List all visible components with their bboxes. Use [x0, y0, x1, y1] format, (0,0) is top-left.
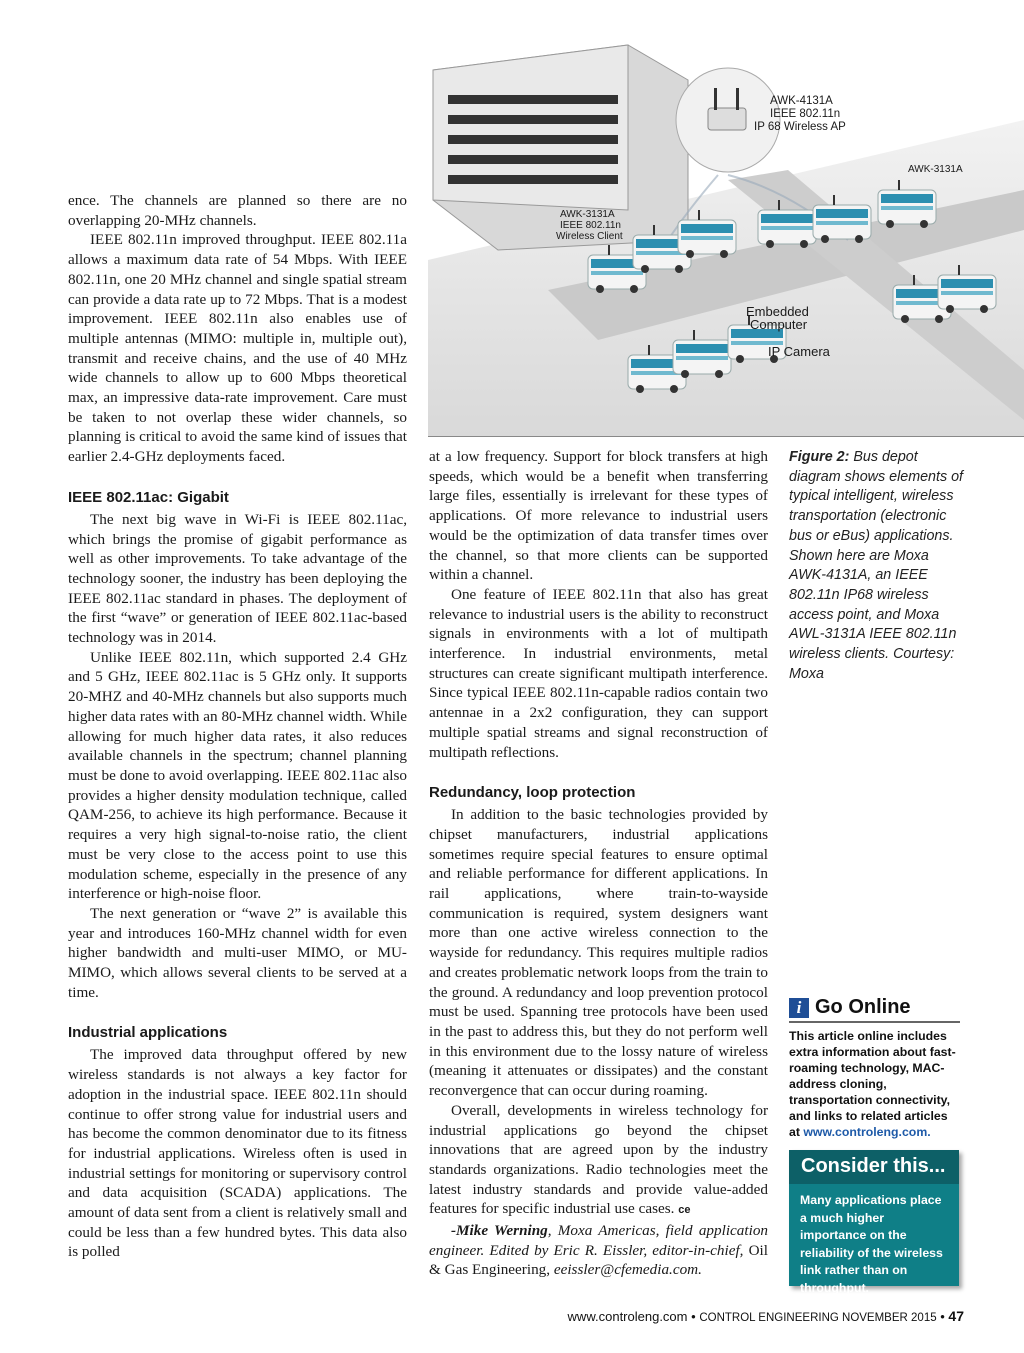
paragraph: ence. The channels are planned so there are no overlapping 20-MHz channels.	[68, 192, 407, 229]
paragraph: In addition to the basic technologies provided by chipset manufacturers, industrial applications sometimes require special features to ensure optimal and reliable performance for different applications. In rail applications, where train-to-wayside communication is required, system designers want more than one active wireless connection to the wayside for redundancy. This requires multiple radios and creates problematic network loops from the train to the ground. A redundancy and loop prevention protocol must be used. Spanning tree protocols have been used in the past to address this, but they do not perform well in this environment due to the lossy nature of wireless (meaning it attenuates or dissipates) and the constant reconvergence that can occur during roaming.	[429, 806, 768, 1100]
camera-label: IP Camera	[768, 344, 830, 359]
client-label-left: AWK-3131A IEEE 802.11n Wireless Client	[556, 209, 623, 242]
paragraph: The next generation or “wave 2” is available this year and introduces 160-MHz channel width for even higher bandwidth and multi-user MIMO, or MU-MIMO, which allows several clients to be served at a time.	[68, 904, 407, 1001]
go-online-box	[789, 996, 960, 1140]
figure-rule	[428, 436, 1024, 437]
paragraph: at a low frequency. Support for block transfers at high speeds, which would be a benefit when transferring large files, essentially is irrelevant for these types of applications. Of more relevance to industrial users would be the optimization of data transfer times over the channel, so that more clients can be supported within a channel.	[429, 448, 768, 584]
paragraph: IEEE 802.11n improved throughput. IEEE 802.11a allows a maximum data rate of 54 Mbps. With IEEE 802.11n, one 20 MHz channel and single spatial stream can provide a data rate up to 72 Mbps. That is a modest improvement. IEEE 802.11n also enables use of multiple antennas (MIMO: multiple in, multiple out), transmit and receive chains, and the use of 40 MHz wide channels to allow up to 600 Mbps theoretical max, an impressive data-rate improvement. Care must be taken to not overlap these wider channels, so planning is critical to avoid the same kind of issues that earlier 2.4-GHz deployments faced.	[68, 231, 407, 466]
page-number: 47	[948, 1308, 964, 1324]
paragraph: One feature of IEEE 802.11n that also has great relevance to industrial users is the ability to reconstruct signals in environments with a lot of multipath interference. In industrial environments, metal structures can create significant multipath interference. Since typical IEEE 802.11n-capable radios contain two antennae in a 2x2 configuration, they can support multiple spatial streams and signal reconstruction of multipath reflections.	[429, 585, 768, 761]
paragraph: The next big wave in Wi-Fi is IEEE 802.11ac, which brings the promise of gigabit performance as well as other improvements. To take advantage of the technology sooner, the industry has been deploying the IEEE 802.11ac standard in phases. The deployment of the first “wave” or generation of IEEE 802.11ac-based technology was in 2014.	[68, 510, 407, 647]
section-heading: Industrial applications	[68, 1024, 228, 1042]
caption-text: Bus depot diagram shows elements of typical intelligent, wireless transportation (electronic bus or eBus) applications. Shown here are Moxa AWK-4131A, an IEEE 802.11n IP68 wireless access point, and Moxa AWL-3131A IEEE 802.11n wireless clients. Courtesy: Moxa	[789, 449, 964, 682]
go-online-title: Go Online	[815, 996, 911, 1018]
column-2	[429, 447, 768, 1280]
go-online-header	[789, 996, 960, 1023]
page-footer: www.controleng.com • CONTROL ENGINEERING NOVEMBER 2015 • 47	[567, 1308, 964, 1324]
client-label-top: AWK-3131A	[908, 164, 963, 175]
ap-label: AWK-4131A IEEE 802.11n IP 68 Wireless AP	[754, 95, 846, 133]
footer-issue: CONTROL ENGINEERING NOVEMBER 2015	[699, 1312, 937, 1324]
column-1	[68, 191, 407, 1262]
computer-label: Embedded Computer	[746, 304, 809, 332]
signature: -Mike Werning, Moxa Americas, field application engineer. Edited by Eric R. Eissler, editor-in-chief, Oil & Gas Engineering, eeissler@cfemedia.com.	[429, 1222, 769, 1279]
consider-text: Many applications place a much higher importance on the reliability of the wireless link rather than on throughput.	[800, 1193, 943, 1295]
section-heading: IEEE 802.11ac: Gigabit	[68, 488, 229, 506]
go-online-link[interactable]: www.controleng.com.	[803, 1125, 931, 1139]
caption-label: Figure 2:	[789, 449, 850, 465]
paragraph: Overall, developments in wireless technology for industrial applications go beyond the chipset innovations that are agreed upon by the industry standards organizations. Radio technologies meet the latest industry standards and provide value-added features for specific industrial use cases. ce	[429, 1101, 768, 1218]
bus-depot-figure	[428, 40, 1024, 436]
consider-title: Consider this...	[789, 1150, 959, 1184]
paragraph: The improved data throughput offered by new wireless standards is not always a key factor for adoption in the industrial space. IEEE 802.11n should continue to offer strong value for industrial users and has become the common denominator due to its fitness for industrial applications. Wireless often is used in industrial settings for monitoring or supervisory control and data acquisition (SCADA) applications. The amount of data sent from a client is relatively small and could be less than a few hundred bytes. This data also is polled	[68, 1046, 407, 1261]
consider-this-box	[789, 1150, 959, 1295]
go-online-body: This article online includes extra information about fast-roaming technology, MAC-address cloning, transportation connectivity, and links to related articles at www.controleng.com.	[789, 1029, 956, 1139]
info-icon: i	[789, 998, 809, 1018]
section-heading: Redundancy, loop protection	[429, 784, 636, 802]
footer-url[interactable]: www.controleng.com	[567, 1309, 688, 1324]
paragraph: Unlike IEEE 802.11n, which supported 2.4 GHz and 5 GHz, IEEE 802.11ac is 5 GHz only. It supports 20-MHZ and 40-MHz channels but also supports much higher data rates with an 80-MHz channel width. While allowing for much higher data rates, it also reduces available channels in the spectrum; channel planning must be done to avoid overlapping. IEEE 802.11ac also provides a higher density modulation technique, called QAM-256, to achieve its high performance. Because it requires a very high signal-to-noise ratio, the client must be very close to the access point to use this modulation scheme, especially in the presence of any interference or high-noise floor.	[68, 648, 407, 903]
end-mark: ce	[678, 1204, 691, 1217]
figure-caption	[789, 448, 967, 684]
